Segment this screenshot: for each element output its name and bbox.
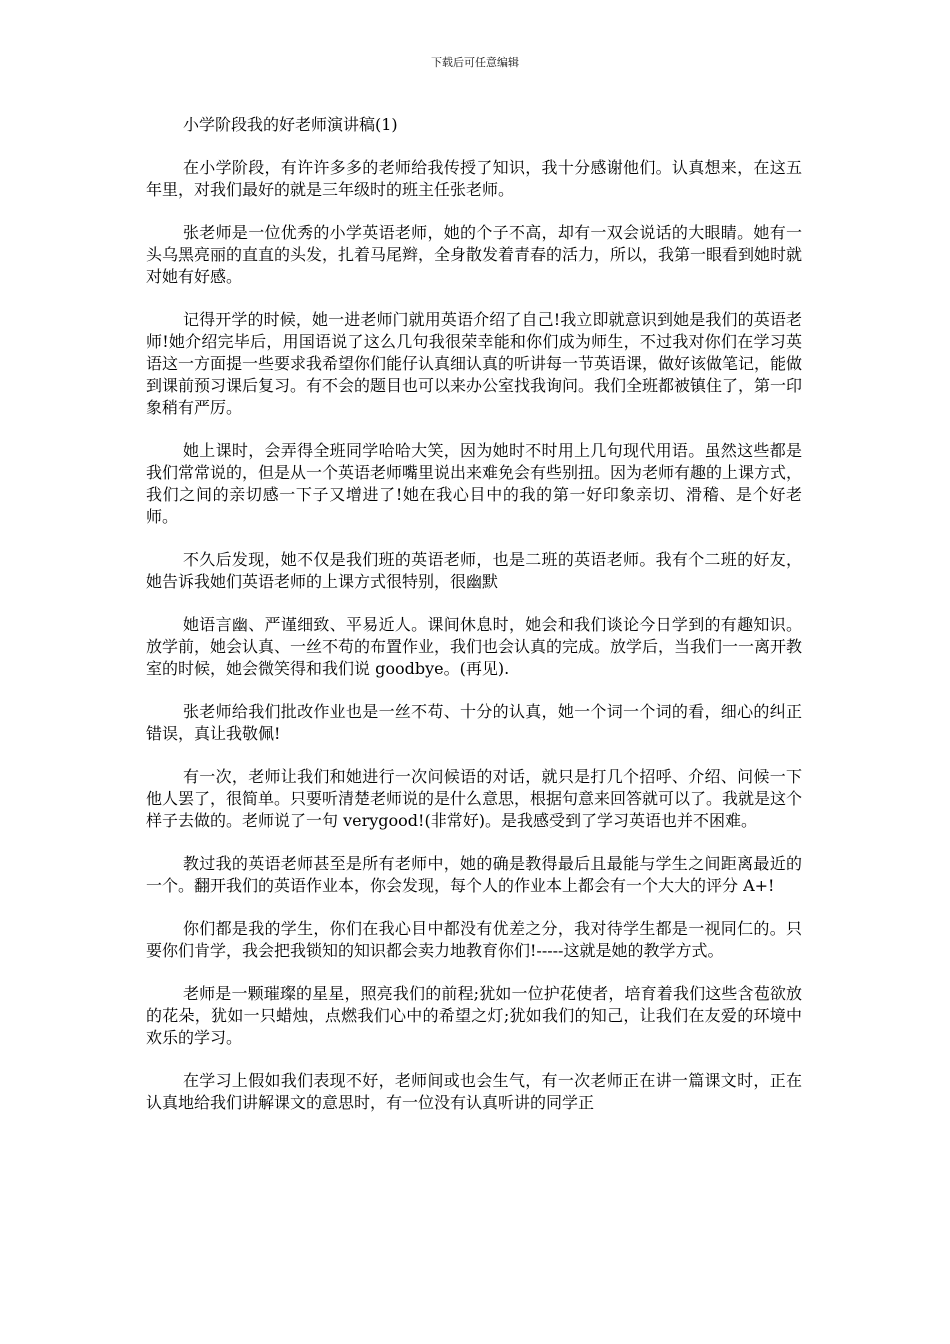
- paragraph: 她上课时，会弄得全班同学哈哈大笑，因为她时不时用上几句现代用语。虽然这些都是我们常常说的，但是从一个英语老师嘴里说出来难免会有些别扭。因为老师有趣的上课方式，我们之间的亲切感一下子又增进了!她在我心目中的我的第一好印象亲切、滑稽、是个好老师。: [146, 441, 803, 526]
- document-body: [146, 114, 802, 1114]
- document-title: 小学阶段我的好老师演讲稿(1): [183, 115, 398, 134]
- paragraph: 在小学阶段，有许许多多的老师给我传授了知识，我十分感谢他们。认真想来，在这五年里，对我们最好的就是三年级时的班主任张老师。: [146, 158, 802, 199]
- paragraph: 张老师给我们批改作业也是一丝不苟、十分的认真，她一个词一个词的看，细心的纠正错误，真让我敬佩!: [146, 702, 802, 743]
- paragraph: 张老师是一位优秀的小学英语老师，她的个子不高，却有一双会说话的大眼睛。她有一头乌黑亮丽的直直的头发，扎着马尾辫，全身散发着青春的活力，所以，我第一眼看到她时就对她有好感。: [146, 223, 803, 286]
- paragraph: 记得开学的时候，她一进老师门就用英语介绍了自己!我立即就意识到她是我们的英语老师!她介绍完毕后，用国语说了这么几句我很荣幸能和你们成为师生，不过我对你们在学习英语这一方面提一些要求我希望你们能仔认真细认真的听讲每一节英语课，做好该做笔记，能做到课前预习课后复习。有不会的题目也可以来办公室找我询问。我们全班都被镇住了，第一印象稍有严厉。: [146, 310, 803, 417]
- paragraph: 你们都是我的学生，你们在我心目中都没有优差之分，我对待学生都是一视同仁的。只要你们肯学，我会把我锁知的知识都会卖力地教育你们!-----这就是她的教学方式。: [146, 919, 802, 960]
- header-note: 下载后可任意编辑: [431, 56, 519, 69]
- paragraph: 在学习上假如我们表现不好，老师间或也会生气，有一次老师正在讲一篇课文时，正在认真地给我们讲解课文的意思时，有一位没有认真听讲的同学正: [146, 1071, 802, 1112]
- paragraph: 老师是一颗璀璨的星星，照亮我们的前程;犹如一位护花使者，培育着我们这些含苞欲放的花朵，犹如一只蜡烛，点燃我们心中的希望之灯;犹如我们的知己，让我们在友爱的环境中欢乐的学习。: [146, 984, 802, 1047]
- paragraph: 有一次，老师让我们和她进行一次问候语的对话，就只是打几个招呼、介绍、问候一下他人罢了，很简单。只要听清楚老师说的是什么意思，根据句意来回答就可以了。我就是这个样子去做的。老师说了一句 verygood!(非常好)。是我感受到了学习英语也并不困难。: [146, 767, 803, 830]
- paragraph: 不久后发现，她不仅是我们班的英语老师，也是二班的英语老师。我有个二班的好友，她告诉我她们英语老师的上课方式很特别，很幽默: [146, 550, 802, 591]
- paragraph: 教过我的英语老师甚至是所有老师中，她的确是教得最后且最能与学生之间距离最近的一个。翻开我们的英语作业本，你会发现，每个人的作业本上都会有一个大大的评分 A+!: [146, 854, 802, 895]
- paragraph: 她语言幽、严谨细致、平易近人。课间休息时，她会和我们谈论今日学到的有趣知识。放学前，她会认真、一丝不苟的布置作业，我们也会认真的完成。放学后，当我们一一离开教室的时候，她会微笑得和我们说 goodbye。(再见).: [146, 615, 803, 678]
